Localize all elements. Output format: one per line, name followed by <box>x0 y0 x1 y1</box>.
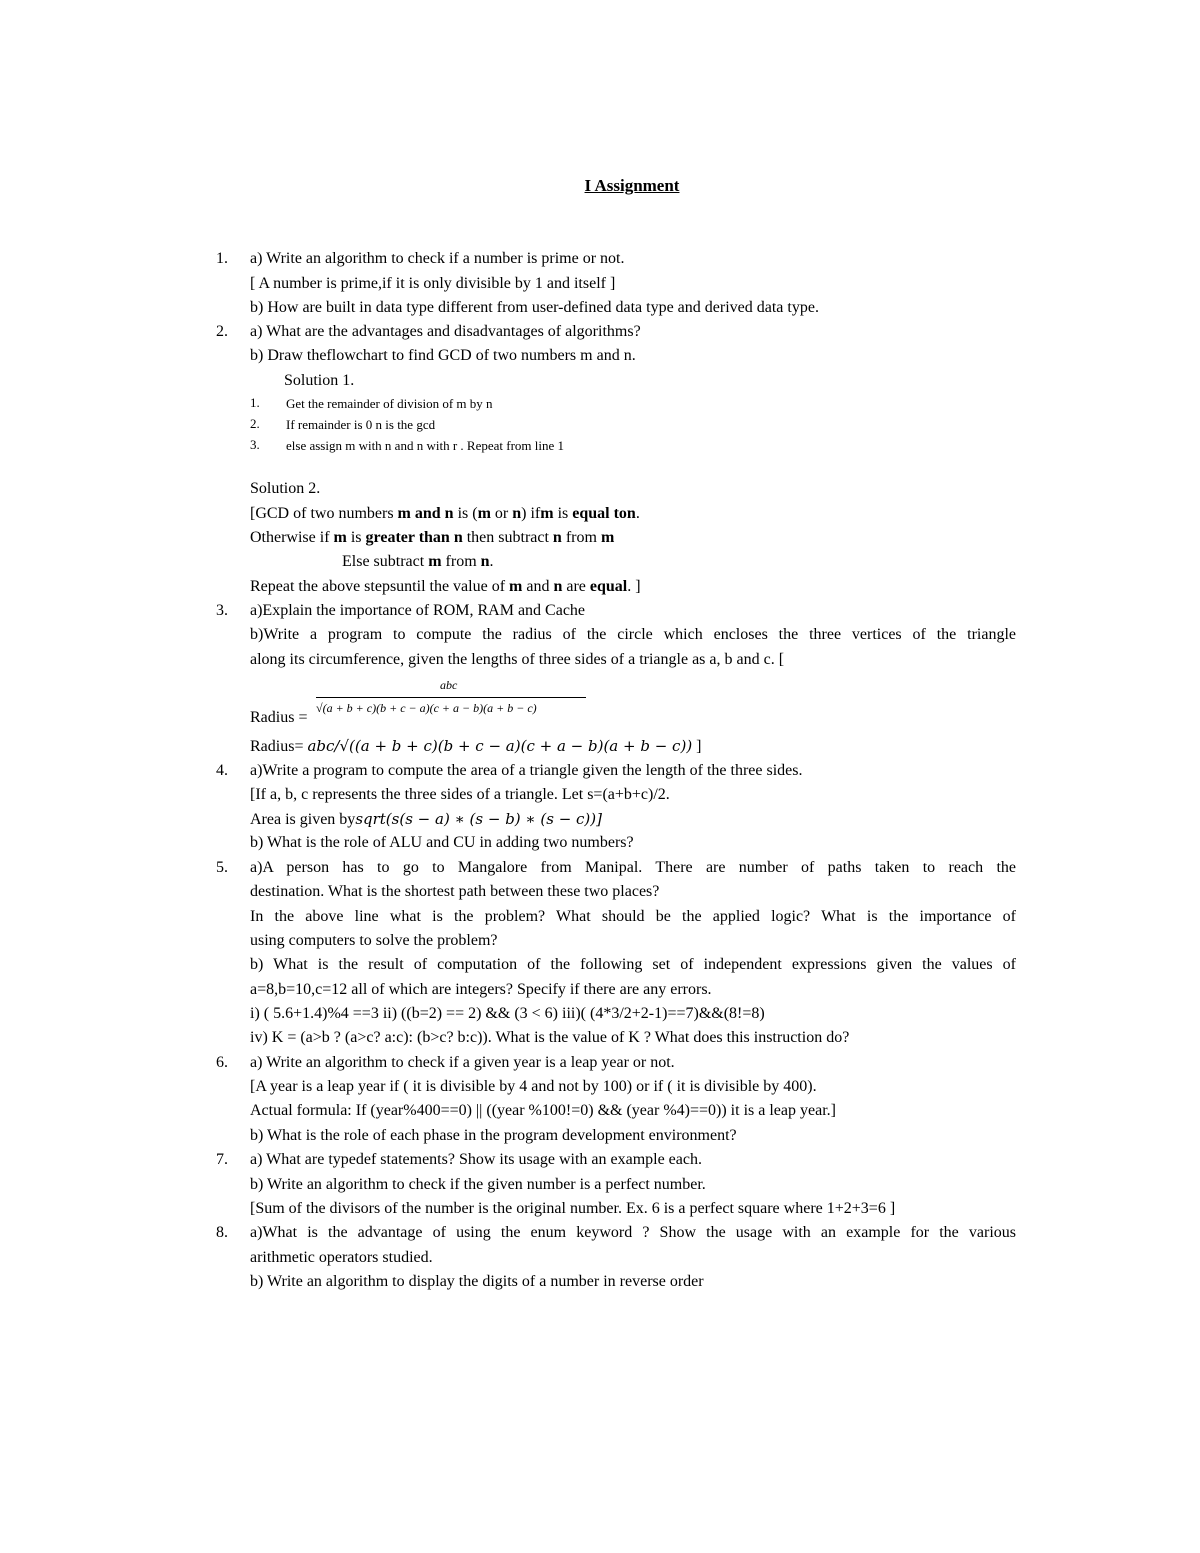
q6-part-a: a) Write an algorithm to check if a given year is a leap year or not. <box>250 1054 675 1071</box>
q1-part-a: a) Write an algorithm to check if a number is prime or not. <box>250 250 625 267</box>
q5-part-b-line1: b) What is the result of computation of the following set of independent expressions given the values of <box>250 956 1016 973</box>
q7-note: [Sum of the divisors of the number is the original number. Ex. 6 is a perfect square where 1+2+3=6 ] <box>250 1200 896 1217</box>
page-title: I Assignment <box>584 176 680 195</box>
q2-solution2-title: Solution 2. <box>250 480 321 497</box>
question-number-2: 2. <box>216 323 228 340</box>
q4-part-b: b) What is the role of ALU and CU in adding two numbers? <box>250 834 634 851</box>
q4-area-formula: Area is given bysqrt(s(s − a) ∗ (s − b) ∗ (s − c))] <box>250 810 602 828</box>
q2-part-a: a) What are the advantages and disadvantages of algorithms? <box>250 323 641 340</box>
q2-solution2-line1: [GCD of two numbers m and n is (m or n) ifm is equal ton. <box>250 505 640 522</box>
q8-part-a-line2: arithmetic operators studied. <box>250 1249 433 1266</box>
question-number-4: 4. <box>216 762 228 779</box>
q4-note: [If a, b, c represents the three sides of a triangle. Let s=(a+b+c)/2. <box>250 786 670 803</box>
q1-part-b: b) How are built in data type different from user-defined data type and derived data type. <box>250 299 819 316</box>
q5-part-a-line3: In the above line what is the problem? What should be the applied logic? What is the importance of <box>250 908 1016 925</box>
q8-part-b: b) Write an algorithm to display the digits of a number in reverse order <box>250 1273 704 1290</box>
q2-solution2-line3: Else subtract m from n. <box>342 553 494 570</box>
question-number-7: 7. <box>216 1151 228 1168</box>
fraction-bar <box>316 697 586 698</box>
question-number-6: 6. <box>216 1054 228 1071</box>
radius-label: Radius = <box>250 709 308 726</box>
q5-part-a-line1: a)A person has to go to Mangalore from Manipal. There are number of paths taken to reach the <box>250 859 1016 876</box>
solution1-step: If remainder is 0 n is the gcd <box>286 417 436 432</box>
question-number-5: 5. <box>216 859 228 876</box>
question-number-3: 3. <box>216 602 228 619</box>
q3-part-a: a)Explain the importance of ROM, RAM and Cache <box>250 602 586 619</box>
q3-part-b-line1: b)Write a program to compute the radius of the circle which encloses the three vertices of the triangle <box>250 626 1016 643</box>
solution1-step-number: 2. <box>250 416 260 431</box>
q1-note: [ A number is prime,if it is only divisible by 1 and itself ] <box>250 275 616 292</box>
q2-solution2-line4: Repeat the above stepsuntil the value of m and n are equal. ] <box>250 578 641 595</box>
q5-part-a-line4: using computers to solve the problem? <box>250 932 498 949</box>
solution1-step: else assign m with n and n with r . Repeat from line 1 <box>286 438 565 453</box>
q4-part-a: a)Write a program to compute the area of a triangle given the length of the three sides. <box>250 762 803 779</box>
q5-part-b-line2: a=8,b=10,c=12 all of which are integers? Specify if there are any errors. <box>250 981 712 998</box>
radius-fraction-denominator: √(a + b + c)(b + c − a)(c + a − b)(a + b − c) <box>316 701 537 715</box>
q5-ternary-question: iv) K = (a>b ? (a>c? a:c): (b>c? b:c)). What is the value of K ? What does this instruction do? <box>250 1029 850 1046</box>
radius-fraction-numerator: abc <box>440 678 458 692</box>
solution1-step: Get the remainder of division of m by n <box>286 396 493 411</box>
q8-part-a-line1: a)What is the advantage of using the enum keyword ? Show the usage with an example for the various <box>250 1224 1016 1241</box>
solution1-step-number: 3. <box>250 437 260 452</box>
question-number-1: 1. <box>216 250 228 267</box>
q7-part-b: b) Write an algorithm to check if the given number is a perfect number. <box>250 1176 706 1193</box>
q6-note1: [A year is a leap year if ( it is divisible by 4 and not by 100) or if ( it is divisible by 400). <box>250 1078 817 1095</box>
radius-formula-line: Radius= abc/√((a + b + c)(b + c − a)(c + a − b)(a + b − c)) ] <box>250 737 702 755</box>
q5-part-a-line2: destination. What is the shortest path between these two places? <box>250 883 660 900</box>
q2-solution1-title: Solution 1. <box>284 372 355 389</box>
q7-part-a: a) What are typedef statements? Show its usage with an example each. <box>250 1151 702 1168</box>
q6-note2: Actual formula: If (year%400==0) || ((year %100!=0) && (year %4)==0)) it is a leap year.] <box>250 1102 836 1119</box>
q2-part-b: b) Draw theflowchart to find GCD of two numbers m and n. <box>250 347 636 364</box>
q6-part-b: b) What is the role of each phase in the program development environment? <box>250 1127 737 1144</box>
q2-solution2-line2: Otherwise if m is greater than n then subtract n from m <box>250 529 615 546</box>
question-number-8: 8. <box>216 1224 228 1241</box>
solution1-step-number: 1. <box>250 395 260 410</box>
q3-part-b-line2: along its circumference, given the lengths of three sides of a triangle as a, b and c. [ <box>250 651 785 668</box>
q5-expressions: i) ( 5.6+1.4)%4 ==3 ii) ((b=2) == 2) && (3 < 6) iii)( (4*3/2+2-1)==7)&&(8!=8) <box>250 1005 765 1022</box>
